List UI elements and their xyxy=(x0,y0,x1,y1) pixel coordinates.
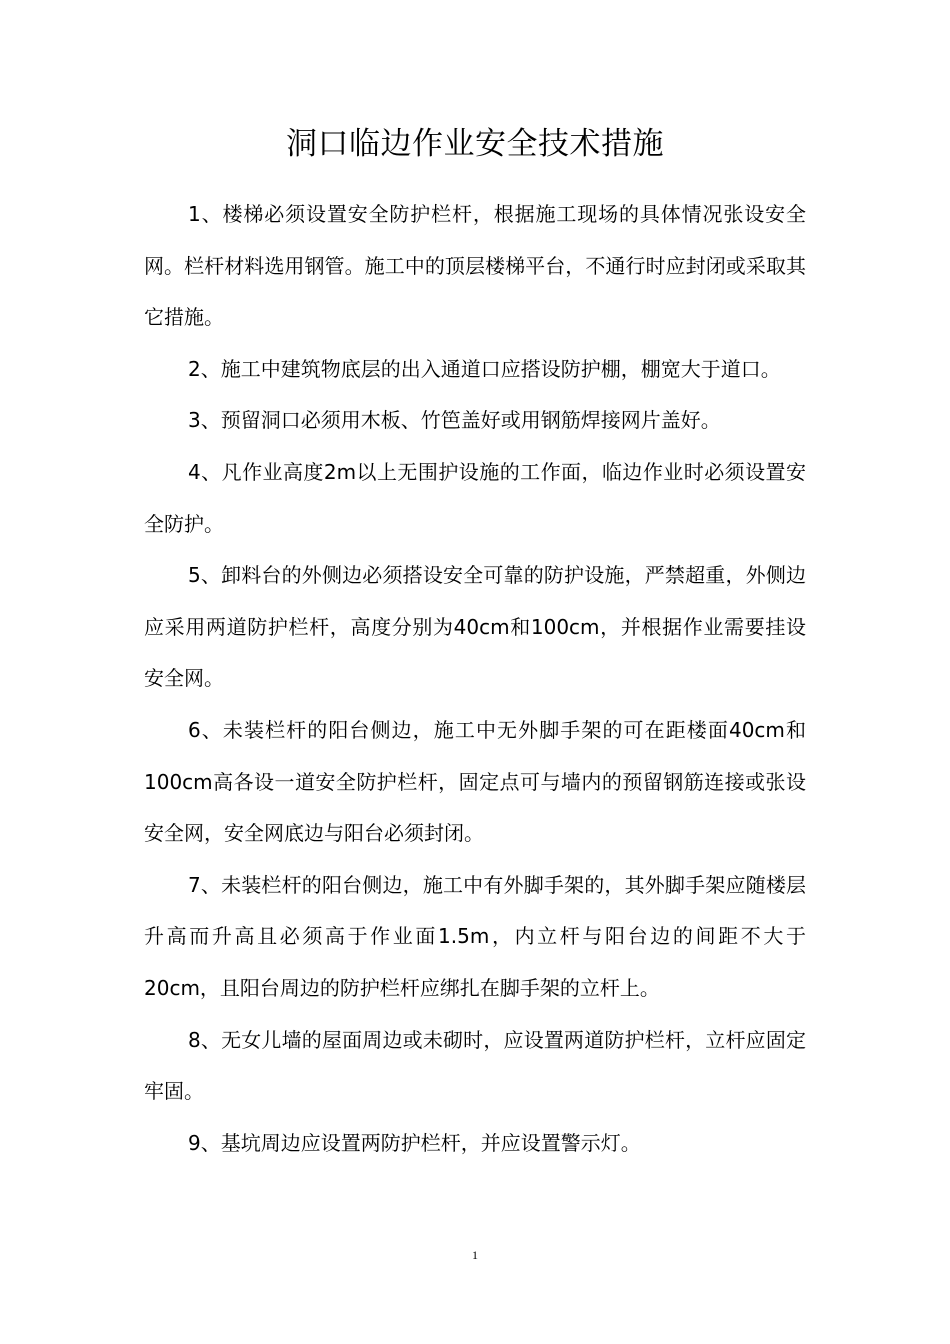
paragraph-3: 3、预留洞口必须用木板、竹笆盖好或用钢筋焊接网片盖好。 xyxy=(188,408,721,433)
paragraph-2: 2、施工中建筑物底层的出入通道口应搭设防护棚，棚宽大于道口。 xyxy=(188,356,781,381)
paragraph-4: 4、凡作业高度2m以上无围护设施的工作面，临边作业时必须设置安全防护。 xyxy=(144,459,806,536)
document-body xyxy=(144,189,806,1169)
paragraph-9: 9、基坑周边应设置两防护栏杆，并应设置警示灯。 xyxy=(188,1130,641,1155)
document-title: 洞口临边作业安全技术措施 xyxy=(286,126,664,162)
paragraph-5: 5、卸料台的外侧边必须搭设安全可靠的防护设施，严禁超重，外侧边应采用两道防护栏杆，高度分别为40cm和100cm，并根据作业需要挂设安全网。 xyxy=(144,563,806,691)
paragraph-8: 8、无女儿墙的屋面周边或未砌时，应设置两道防护栏杆，立杆应固定牢固。 xyxy=(144,1027,806,1104)
paragraph-1: 1、楼梯必须设置安全防护栏杆，根据施工现场的具体情况张设安全网。栏杆材料选用钢管。施工中的顶层楼梯平台，不通行时应封闭或采取其它措施。 xyxy=(144,202,806,330)
page-number: 1 xyxy=(472,1248,478,1262)
paragraph-7: 7、未装栏杆的阳台侧边，施工中有外脚手架的，其外脚手架应随楼层升高而升高且必须高于作业面1.5m，内立杆与阳台边的间距不大于20cm，且阳台周边的防护栏杆应绑扎在脚手架的立杆上。 xyxy=(144,872,806,1000)
paragraph-6: 6、未装栏杆的阳台侧边，施工中无外脚手架的可在距楼面40cm和100cm高各设一道安全防护栏杆，固定点可与墙内的预留钢筋连接或张设安全网，安全网底边与阳台必须封闭。 xyxy=(144,717,806,846)
